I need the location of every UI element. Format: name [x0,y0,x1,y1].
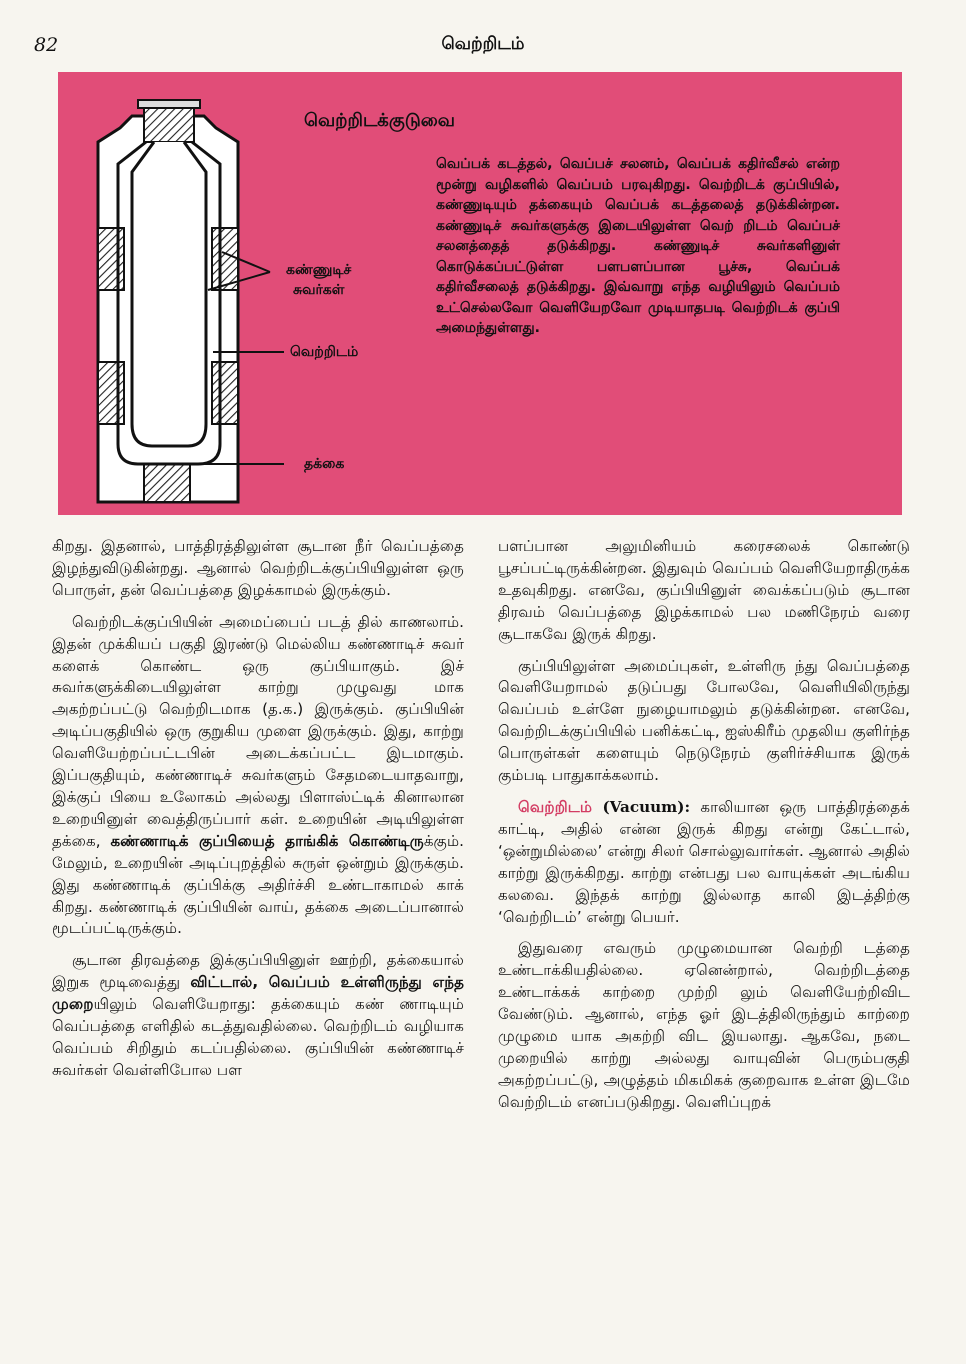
label-vacuum: வெற்றிடம் [290,344,359,360]
right-column [498,536,910,1124]
inner-glass-wall [132,142,206,446]
figure-title: வெற்றிடக்குடுவை [304,110,456,131]
paragraph: கிறது. இதனால், பாத்திரத்திலுள்ள சூடான நீர் வெப்பத்தை இழந்துவிடுகின்றது. ஆனால் வெற்றிடக்குப்பியிலுள்ள ஒரு பொருள், தன் வெப்பத்தை இழக்காமல் இருக்கும். [52,537,464,599]
paragraph: இதுவரை எவரும் முழுமையான வெற்றி டத்தை உண்டாக்கியதில்லை. ஏனென்றால், வெற்றிடத்தை உண்டாக்கக் காற்றை முற்றி லும் வெளியேற்றிவிட வேண்டும். ஆனால், எந்த ஓர் இடத்திலிருந்தும் காற்றை முழுமை யாக அகற்றி விட இயலாது. ஆகவே, நடை முறையில் காற்று அல்லது வாயுவின் பெரும்பகுதி அகற்றப்பட்டு, அழுத்தம் மிகமிகக் குறைவாக உள்ள இடமே வெற்றிடம் எனப்படுகிறது. வெளிப்புறக் [498,939,910,1111]
bold-text-run: கண்ணாடிக் குப்பியைத் தாங்கிக் கொண்டிரு [110,831,424,850]
label-glass-walls-line1: கண்ணுடிச் [286,262,352,278]
paragraph [52,950,464,1081]
page-number: 82 [34,34,59,56]
left-column [52,536,464,1092]
latin-term: (Vacuum): [602,797,691,816]
entry-headword: வெற்றிடம் [518,797,593,816]
running-title: வெற்றிடம் [441,34,525,54]
label-glass-walls-line2: சுவர்கள் [292,282,345,298]
text-run: சூடான திரவத்தை இக்குப்பியினுள் ஊற்றி, தக்கையால் இறுக மூடிவைத்து [52,951,464,992]
text-run: யிலும் வெளியேறாது: தக்கையும் கண் ணாடியும் வெப்பத்தை எளிதில் கடத்துவதில்லை. வெற்றிடம் வழியாக வெப்பம் சிறிதும் கடப்பதில்லை. குப்பியின் கண்ணாடிச் சுவர்கள் வெள்ளிபோல பள [52,995,464,1079]
text-run: வெற்றிடக்குப்பியின் அமைப்பைப் படத் தில் காணலாம். இதன் முக்கியப் பகுதி இரண்டு மெல்லிய கண்ணாடிச் சுவர் களைக் கொண்ட ஒரு குப்பியாகும். இச் சுவர்களுக்கிடையிலுள்ள காற்று முழுவது மாக அகற்றப்பட்டு வெற்றிடமாக (த.க.) இருக்கும். குப்பியின் அடிப்பகுதியில் ஒரு குறுகிய முளை இருக்கும். இது, காற்று வெளியேற்றப்பட்டபின் அடைக்கப்பட்ட இடமாகும். இப்பகுதியும், கண்ணாடிச் சுவர்களும் சேதமடையாதவாறு, இக்குப் பியை உலோகம் அல்லது பிளாஸ்ட்டிக் கினாலான உறையினுள் வைத்திருப்பார் கள். உறையின் அடியிலுள்ள தக்கை, [52,612,464,850]
paragraph: குப்பியிலுள்ள அமைப்புகள், உள்ளிரு ந்து வெப்பத்தை வெளியேறாமல் தடுப்பது போலவே, வெளியிலிருந்து வெப்பம் உள்ளே நுழையாமலும் தடுக்கின்றன. எனவே, வெற்றிடக்குப்பியில் பனிக்கட்டி, ஐஸ்கிரீம் முதலிய குளிர்ந்த பொருள்கள் களையும் நெடுநேரம் குளிர்ச்சியாக இருக் கும்படி பாதுகாக்கலாம். [498,656,910,785]
paragraph [52,612,464,941]
text-run: காலியான ஒரு பாத்திரத்தைக் காட்டி, அதில் என்ன இருக் கிறது என்று கேட்டால், ‘ஒன்றுமில்லை’ என்று சிலர் சொல்லுவார்கள். ஆனால் அதில் காற்று இருக்கிறது. காற்று என்பது பல வாயுக்கள் அடங்கிய கலவை. இந்தக் காற்று இல்லாத காலி இடத்திற்கு ‘வெற்றிடம்’ என்று பெயர். [498,797,910,926]
figure-panel [58,72,902,515]
label-cork: தக்கை [304,456,345,472]
text-run: க்கும். மேலும், உறையின் அடிப்புறத்தில் சுருள் ஒன்றும் இருக்கும். இது கண்ணாடிக் குப்பிக்கு அதிர்ச்சி உண்டாகாமல் காக் கிறது. கண்ணாடிக் குப்பியின் வாய், தக்கை அடைப்பானால் மூடப்பட்டிருக்கும். [52,831,465,938]
paragraph [498,797,910,928]
label-glass-walls [286,260,351,300]
bold-text-run: விட்டால், வெப்பம் உள்ளிருந்து எந்த முறை [52,973,464,1014]
figure-caption: வெப்பக் கடத்தல், வெப்பச் சலனம், வெப்பக் கதிர்வீசல் என்ற மூன்று வழிகளில் வெப்பம் பரவுகிறது. வெற்றிடக் குப்பியில், கண்ணுடியும் தக்கையும் வெப்பக் கடத்தலைத் தடுக்கின்றன. கண்ணுடிச் சுவர்களுக்கு இடையிலுள்ள வெற் றிடம் வெப்பச் சலனத்தைத் தடுக்கிறது. கண்ணுடிச் சுவர்களினுள் கொடுக்கப்பட்டுள்ள பளபளப்பான பூச்சு, வெப்பக் கதிர்வீசலைத் தடுக்கிறது. இவ்வாறு எந்த வழியிலும் வெப்பம் உட்செல்லவோ வெளியேறவோ முடியாதபடி வெற்றிடக் குப்பி அமைந்துள்ளது. [436,156,840,336]
paragraph: பளப்பான அலுமினியம் கரைசலைக் கொண்டு பூசப்பட்டிருக்கின்றன. இதுவும் வெப்பம் வெளியேறாதிருக்க உதவுகிறது. எனவே, குப்பியினுள் வைக்கப்படும் சூடான திரவம் வெப்பத்தை இழக்காமல் பல மணிநேரம் வரை சூடாகவே இருக் கிறது. [498,537,910,643]
